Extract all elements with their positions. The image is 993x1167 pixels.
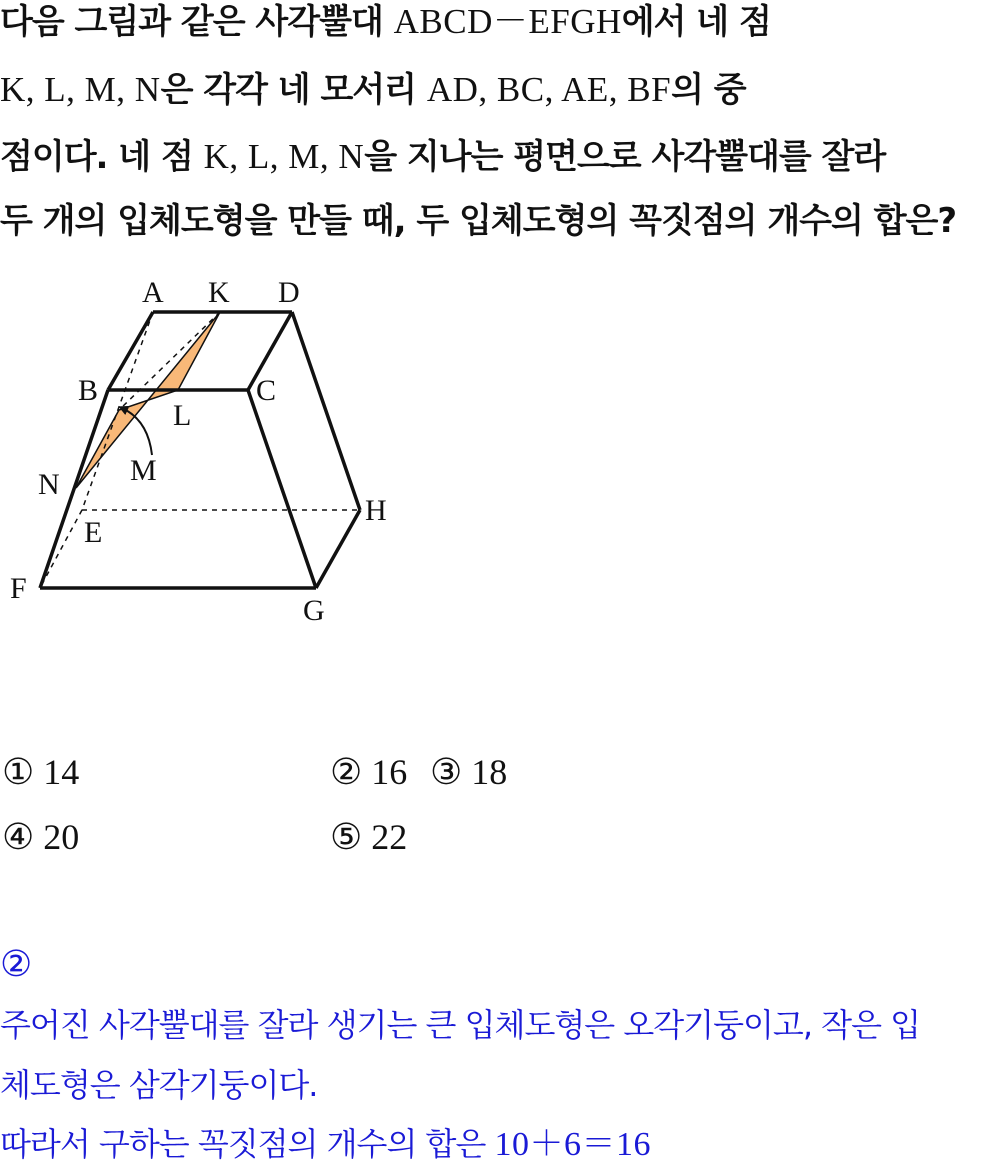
- choice-3[interactable]: [430, 750, 507, 794]
- choice-number: ③: [430, 752, 463, 792]
- edge-dh: [292, 312, 360, 510]
- label-f: F: [10, 572, 27, 605]
- label-h: H: [365, 494, 387, 527]
- edge-cg: [248, 390, 316, 588]
- question-line-3: [0, 135, 885, 179]
- label-b: B: [78, 374, 99, 407]
- label-m: M: [130, 454, 157, 487]
- solution-text: 따라서 구하는 꼭짓점의 개수의 합은: [0, 1125, 495, 1163]
- question-text: 을 지나는 평면으로 사각뿔대를 잘라: [364, 137, 886, 177]
- question-text: 에서 네 점: [621, 2, 771, 42]
- math-expression: K, L, M, N: [0, 70, 161, 109]
- hidden-edge-km: [119, 312, 220, 410]
- edge-hg: [316, 510, 360, 588]
- choice-value: 16: [371, 752, 408, 792]
- choice-value: 14: [43, 752, 80, 792]
- choice-value: 22: [371, 817, 408, 857]
- solution-line-3: [0, 1122, 651, 1166]
- label-n: N: [38, 468, 60, 501]
- label-k: K: [208, 276, 230, 309]
- question-text: 두 개의 입체도형을 만들 때, 두 입체도형의 꼭짓점의 개수의 합은?: [0, 201, 957, 241]
- choice-4[interactable]: [2, 815, 79, 859]
- choice-number: ④: [2, 817, 35, 857]
- choice-value: 18: [471, 752, 508, 792]
- label-c: C: [256, 374, 277, 407]
- solution-math: 10＋6＝16: [494, 1126, 652, 1163]
- label-d: D: [278, 276, 300, 309]
- solution-line-2: 체도형은 삼각기둥이다.: [0, 1066, 318, 1104]
- solution-line-1: 주어진 사각뿔대를 잘라 생기는 큰 입체도형은 오각기둥이고, 작은 입: [0, 1006, 921, 1044]
- question-line-4: [0, 199, 956, 243]
- choice-2[interactable]: [330, 750, 407, 794]
- label-l: L: [173, 399, 192, 432]
- label-a: A: [142, 276, 164, 309]
- question-line-2: [0, 68, 746, 112]
- choice-5[interactable]: [330, 815, 407, 859]
- math-expression: AD, BC, AE, BF: [426, 70, 672, 109]
- choice-number: ①: [2, 752, 35, 792]
- question-line-1: [0, 0, 771, 44]
- choice-1[interactable]: [2, 750, 79, 794]
- question-text: 다음 그림과 같은 사각뿔대: [0, 2, 394, 42]
- choice-number: ⑤: [330, 817, 363, 857]
- choice-value: 20: [43, 817, 80, 857]
- math-expression: ABCD－EFGH: [393, 2, 622, 41]
- edge-ab: [108, 312, 153, 390]
- math-expression: K, L, M, N: [203, 137, 365, 176]
- question-text: 의 중: [671, 70, 746, 110]
- question-text: 점이다. 네 점: [0, 137, 204, 177]
- question-text: 은 각각 네 모서리: [160, 70, 427, 110]
- label-e: E: [84, 516, 103, 549]
- label-g: G: [303, 594, 325, 627]
- frustum-figure: [0, 268, 420, 628]
- solution-answer: ②: [0, 944, 32, 985]
- choice-number: ②: [330, 752, 363, 792]
